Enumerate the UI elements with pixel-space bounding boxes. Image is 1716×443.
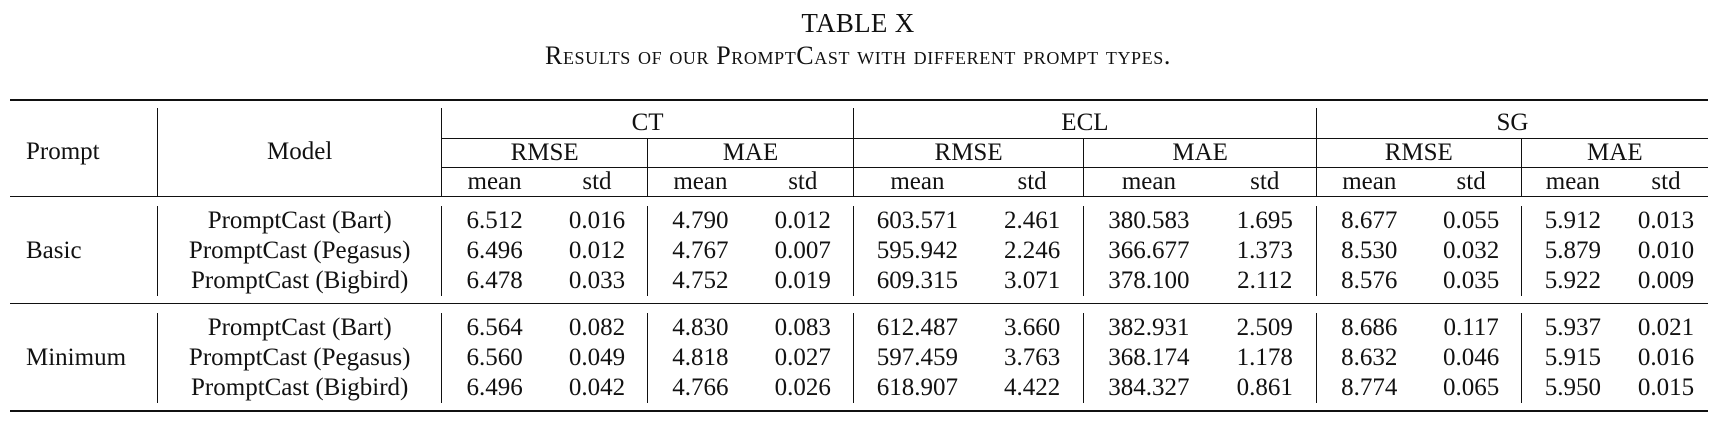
value-cell: 8.677 [1316,206,1421,236]
value-cell: 0.082 [568,314,626,341]
value-cell: 5.922 [1521,266,1624,296]
value-cell: 618.907 [853,373,981,403]
value-cell: 0.046 [1442,344,1500,371]
model-cell: PromptCast (Bart) [158,206,442,236]
table-row [10,206,1708,236]
value-cell: 8.530 [1316,236,1421,266]
header-stat: std [981,168,1084,197]
value-cell: 4.790 [648,206,753,236]
prompt-label-minimum: Minimum [26,344,127,371]
value-cell: 1.178 [1236,344,1293,371]
value-cell: 1.695 [1236,207,1293,234]
header-dataset-ecl: ECL [853,108,1316,139]
header-model: Model [158,108,442,197]
value-cell: 366.677 [1084,236,1214,266]
value-cell: 4.766 [648,373,753,403]
value-cell: 5.912 [1521,206,1624,236]
value-cell: 4.422 [1003,374,1061,401]
value-cell: 0.861 [1236,374,1293,401]
header-metric: RMSE [1316,139,1521,168]
header-dataset-sg: SG [1316,108,1708,139]
value-cell: 0.015 [1637,374,1695,401]
value-cell: 0.012 [568,237,626,264]
table-label: TABLE X [801,8,915,38]
value-cell: 6.496 [442,373,547,403]
value-cell: 8.576 [1316,266,1421,296]
value-cell: 2.509 [1236,314,1293,341]
value-cell: 0.026 [774,374,831,401]
header-stat: mean [648,168,753,197]
value-cell: 6.496 [442,236,547,266]
value-cell: 2.246 [1003,237,1061,264]
value-cell: 3.071 [1003,267,1061,294]
value-cell: 0.042 [568,374,626,401]
value-cell: 3.763 [1003,344,1061,371]
value-cell: 5.879 [1521,236,1624,266]
value-cell: 382.931 [1084,313,1214,343]
model-cell: PromptCast (Bigbird) [158,373,442,403]
value-cell: 0.007 [774,237,831,264]
value-cell: 2.461 [1003,207,1061,234]
model-cell: PromptCast (Pegasus) [158,343,442,373]
header-stat: std [547,168,648,197]
value-cell: 5.950 [1521,373,1624,403]
header-stat: std [1422,168,1522,197]
value-cell: 8.686 [1316,313,1421,343]
table-row [10,266,1708,296]
value-cell: 0.013 [1637,207,1695,234]
table-title: Results of our PromptCast with different prompt types. [545,41,1171,70]
value-cell: 4.767 [648,236,753,266]
value-cell: 0.032 [1442,237,1500,264]
value-cell: 0.009 [1637,267,1695,294]
prompt-label-basic: Basic [26,237,82,264]
header-metric: MAE [648,139,854,168]
value-cell: 612.487 [853,313,981,343]
value-cell: 0.021 [1637,314,1695,341]
value-cell: 8.774 [1316,373,1421,403]
header-prompt: Prompt [26,138,100,165]
header-stat: mean [1521,168,1624,197]
value-cell: 4.830 [648,313,753,343]
header-stat: std [753,168,854,197]
value-cell: 0.019 [774,267,831,294]
table-row [10,313,1708,343]
value-cell: 609.315 [853,266,981,296]
model-cell: PromptCast (Pegasus) [158,236,442,266]
value-cell: 0.035 [1442,267,1500,294]
header-stat: mean [442,168,547,197]
value-cell: 597.459 [853,343,981,373]
value-cell: 6.560 [442,343,547,373]
table-row [10,373,1708,403]
value-cell: 6.512 [442,206,547,236]
value-cell: 368.174 [1084,343,1214,373]
value-cell: 0.010 [1637,237,1695,264]
model-cell: PromptCast (Bart) [158,313,442,343]
value-cell: 8.632 [1316,343,1421,373]
value-cell: 0.012 [774,207,831,234]
header-row-datasets [10,108,1708,139]
value-cell: 4.752 [648,266,753,296]
value-cell: 1.373 [1236,237,1293,264]
value-cell: 0.065 [1442,374,1500,401]
table-row [10,343,1708,373]
header-metric: MAE [1521,139,1708,168]
value-cell: 603.571 [853,206,981,236]
value-cell: 0.033 [568,267,626,294]
results-table [10,99,1708,412]
header-stat: mean [1316,168,1421,197]
table-row [10,236,1708,266]
value-cell: 384.327 [1084,373,1214,403]
value-cell: 4.818 [648,343,753,373]
value-cell: 2.112 [1237,267,1293,294]
header-metric: RMSE [853,139,1083,168]
header-metric: MAE [1084,139,1317,168]
value-cell: 0.016 [568,207,626,234]
header-stat: mean [853,168,981,197]
header-stat: std [1214,168,1317,197]
value-cell: 0.016 [1637,344,1695,371]
header-metric: RMSE [442,139,648,168]
value-cell: 6.478 [442,266,547,296]
header-stat: std [1624,168,1708,197]
value-cell: 380.583 [1084,206,1214,236]
model-cell: PromptCast (Bigbird) [158,266,442,296]
value-cell: 5.937 [1521,313,1624,343]
value-cell: 3.660 [1003,314,1061,341]
value-cell: 0.049 [568,344,626,371]
value-cell: 595.942 [853,236,981,266]
value-cell: 0.027 [774,344,831,371]
value-cell: 6.564 [442,313,547,343]
value-cell: 0.083 [774,314,831,341]
value-cell: 0.055 [1442,207,1500,234]
value-cell: 5.915 [1521,343,1624,373]
header-stat: mean [1084,168,1214,197]
value-cell: 378.100 [1084,266,1214,296]
header-dataset-ct: CT [442,108,854,139]
value-cell: 0.117 [1443,314,1499,341]
